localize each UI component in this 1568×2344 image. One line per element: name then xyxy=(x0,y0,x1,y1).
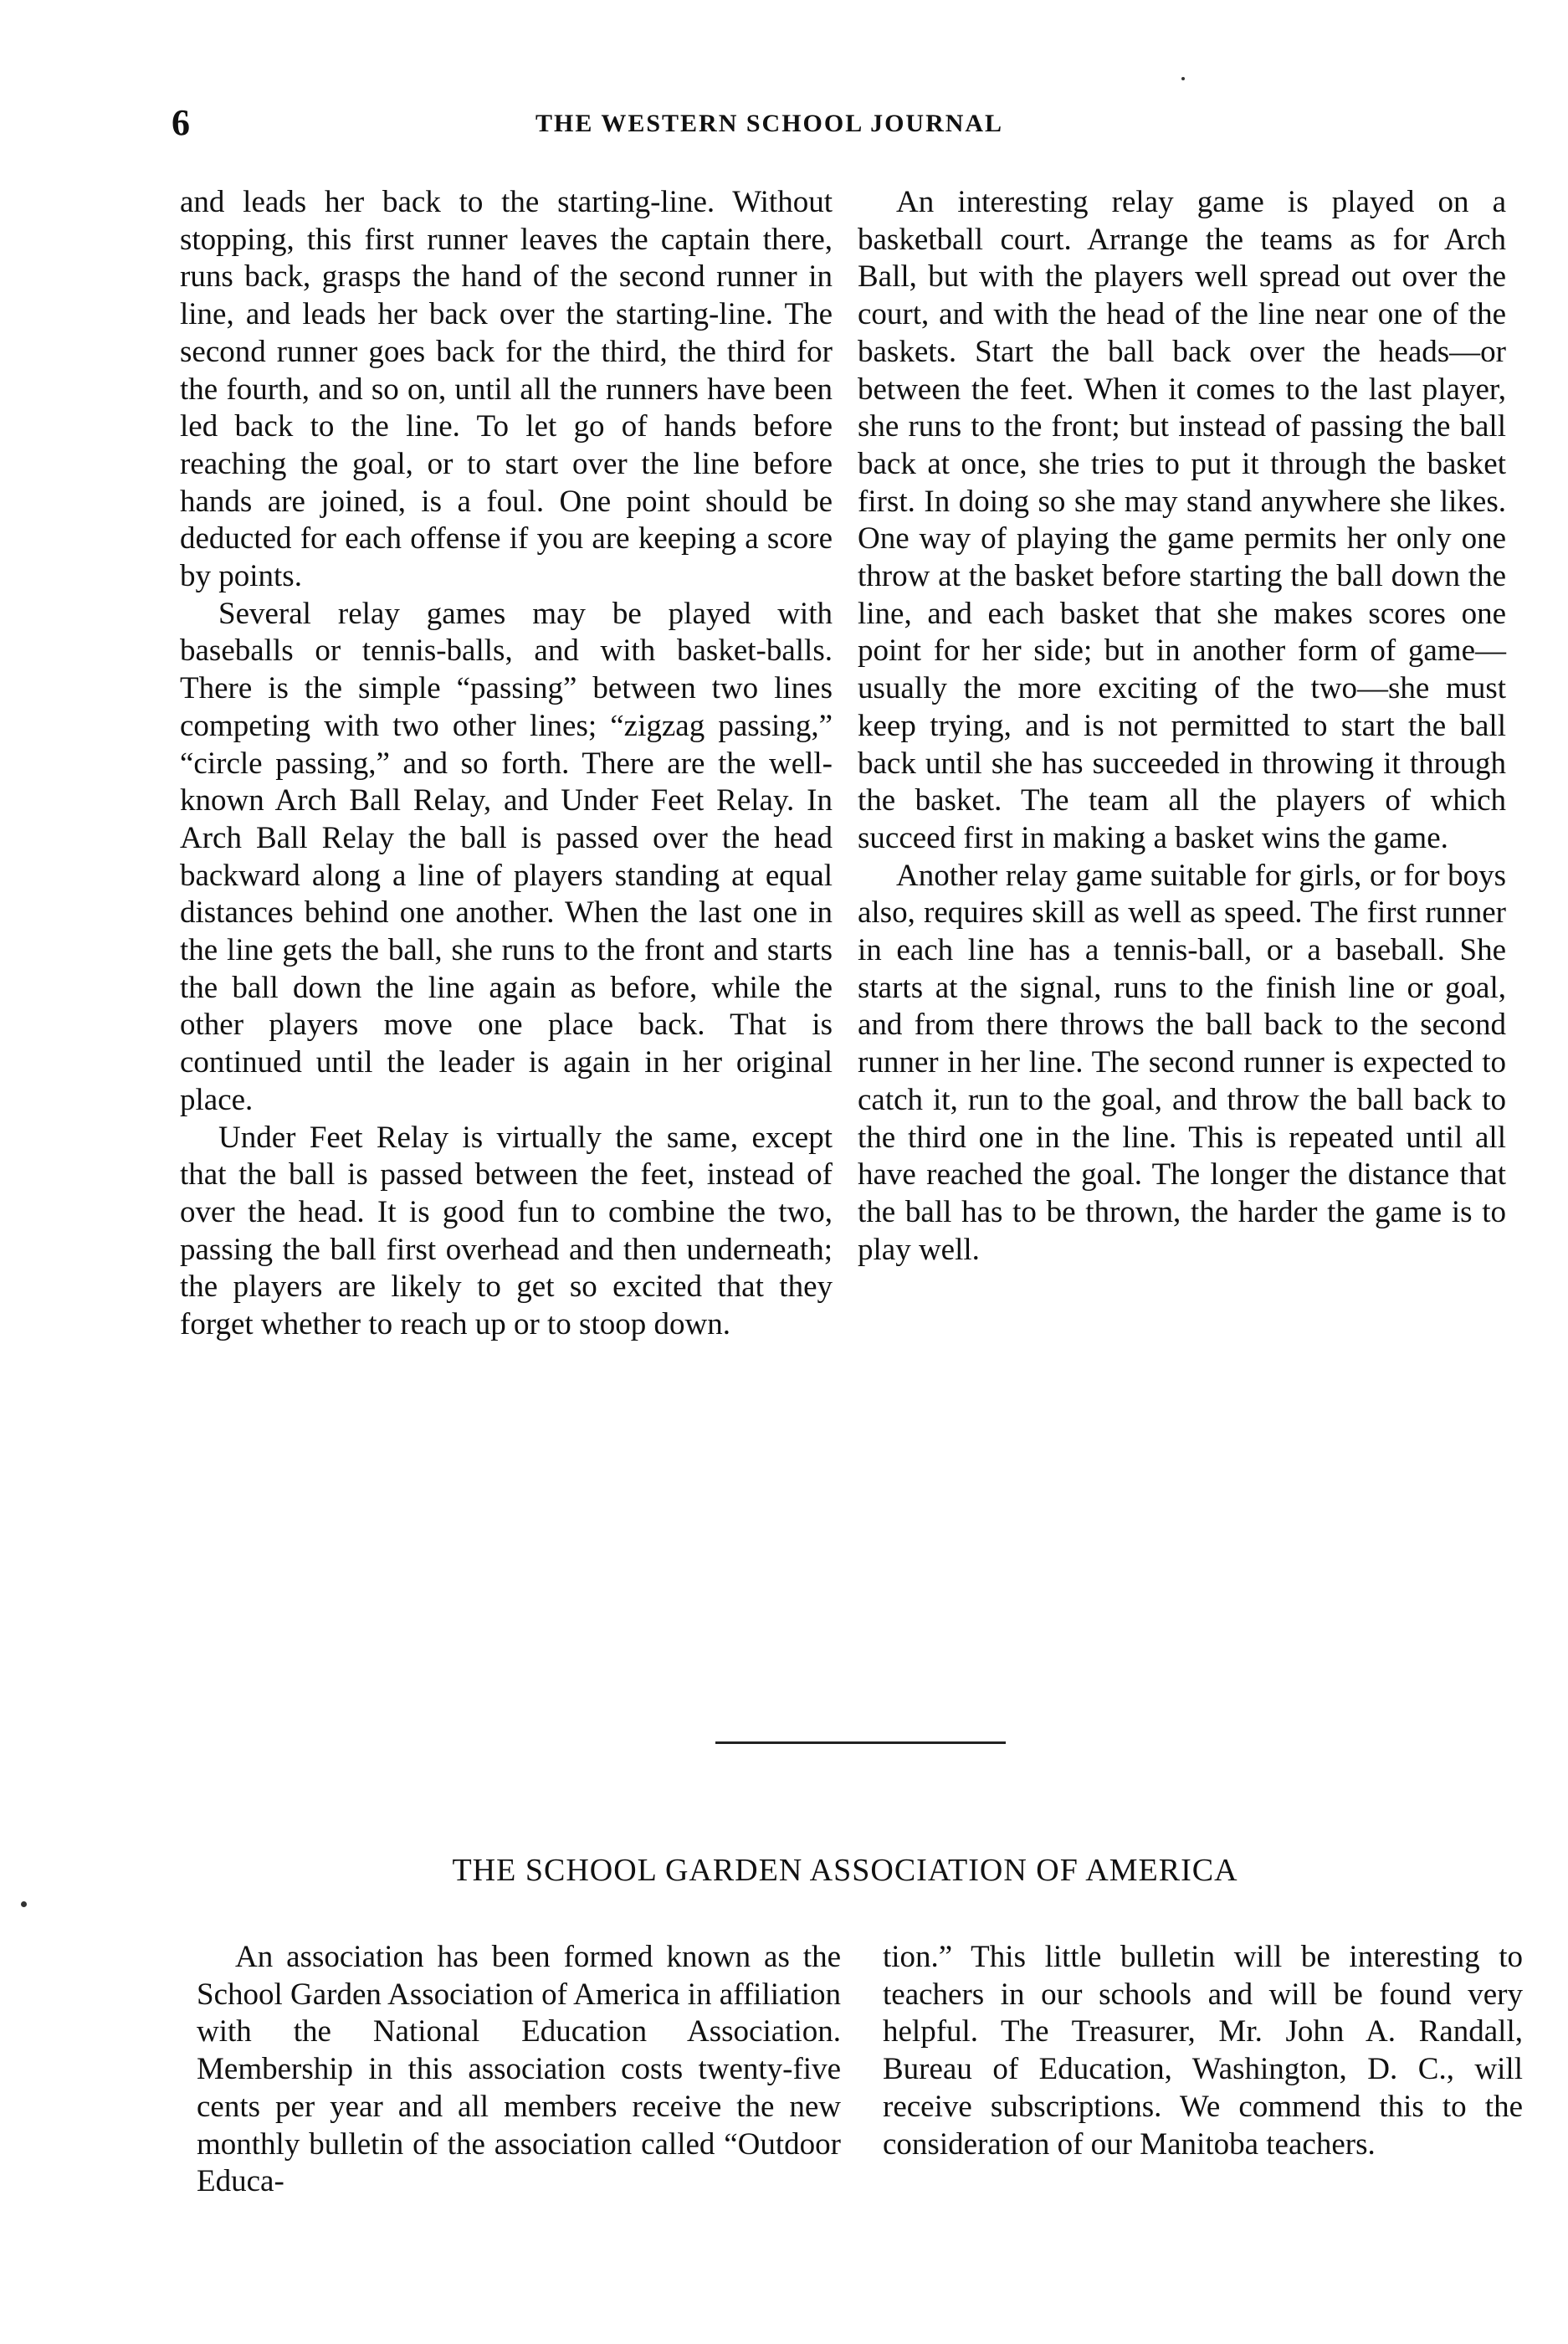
article-paragraph: Several relay games may be played with baseballs or tennis-balls, and with basket-balls. There is the simple “passing” between two lines competing with two other lines; “zigzag passing,” “circle passing,” and so forth. There are the well-known Arch Ball Relay, and Under Feet Relay. In Arch Ball Relay the ball is passed over the head backward along a line of players standing at equal distances behind one another. When the last one in the line gets the ball, she runs to the front and starts the ball down the line again as before, while the other players move one place back. That is continued until the leader is again in her original place. xyxy=(180,596,833,1117)
section-left-column xyxy=(197,1939,841,2201)
page-number: 6 xyxy=(172,102,190,143)
article-paragraph: Under Feet Relay is virtually the same, except that the ball is passed between the feet, instead of over the head. It is good fun to combine the two, passing the ball first overhead and then underneath; the players are likely to get so excited that they forget whether to reach up or to stoop down. xyxy=(180,1120,833,1342)
article-paragraph: and leads her back to the starting-line. Without stopping, this first runner leaves the captain there, runs back, grasps the hand of the second runner in line, and leads her back over the starting-line. The second runner goes back for the third, the third for the fourth, and so on, until all the runners have been led back to the line. To let go of hands before reaching the goal, or to start over the line before hands are joined, is a foul. One point should be deducted for each offense if you are keeping a score by points. xyxy=(180,185,833,594)
article-paragraph: An interesting relay game is played on a basketball court. Arrange the teams as for Arch Ball, but with the players well spread out over the court, and with the head of the line near one of the baskets. Start the ball back over the heads—or between the feet. When it comes to the last player, she runs to the front; but instead of passing the ball back at once, she tries to put it through the basket first. In doing so she may stand anywhere she likes. One way of playing the game permits her only one throw at the basket before starting the ball down the line, and each basket that she makes scores one point for her side; but in another form of game—usually the more exciting of the two—she must keep trying, and is not permitted to start the ball back until she has succeeded in throwing it through the basket. The team all the players of which succeed first in making a basket wins the game. xyxy=(858,185,1506,855)
article-paragraph: Another relay game suitable for girls, or for boys also, requires skill as well as speed. The first runner in each line has a tennis-ball, or a baseball. She starts at the signal, runs to the finish line or goal, and from there throws the ball back to the second runner in her line. The second runner is expected to catch it, run to the goal, and throw the ball back to the third one in the line. This is repeated until all have reached the goal. The longer the distance that the ball has to be thrown, the harder the game is to play well. xyxy=(858,858,1506,1267)
section-divider xyxy=(715,1741,1006,1744)
section-paragraph: tion.” This little bulletin will be interesting to teachers in our schools and will be found very helpful. The Treasurer, Mr. John A. Randall, Bureau of Education, Washington, D. C., will receive subscriptions. We commend this to the consideration of our Manitoba teachers. xyxy=(883,1940,1523,2162)
article-right-column xyxy=(858,184,1506,1269)
running-head: THE WESTERN SCHOOL JOURNAL xyxy=(535,110,1004,137)
print-speck xyxy=(1181,77,1185,80)
section-right-column xyxy=(883,1939,1523,2163)
article-left-column xyxy=(180,184,833,1344)
print-speck xyxy=(21,1901,27,1907)
section-paragraph: An association has been formed known as the School Garden Association of America in affiliation with the National Education Association. Membership in this association costs twenty-five cents per year and all members receive the new monthly bulletin of the association called “Outdoor Educa- xyxy=(197,1940,841,2199)
section-title: THE SCHOOL GARDEN ASSOCIATION OF AMERICA xyxy=(452,1853,1238,1888)
